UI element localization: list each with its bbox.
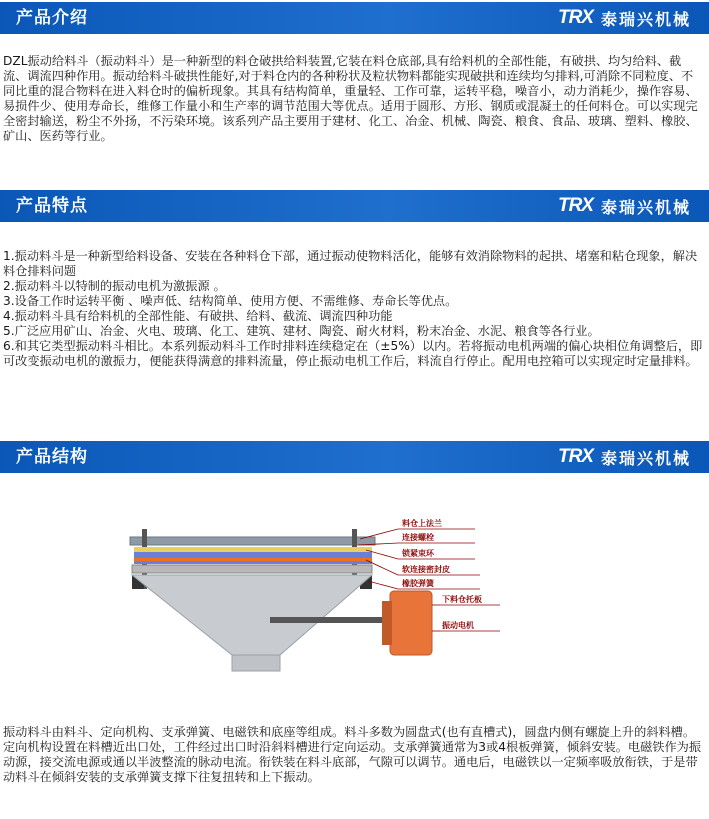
section-banner-structure bbox=[0, 441, 709, 473]
feature-item: 6.和其它类型振动料斗相比。本系列振动料斗工作时排料连续稳定在（±5%）以内。若将振动电机两端的偏心块相位角调整后，即可改变振动电机的激振力，便能获得满意的排料流量，停止振动电机工作后，料流自行停止。配用电控箱可以实现定时定量排料。 bbox=[3, 339, 703, 368]
brand-logo: TRX bbox=[557, 446, 593, 467]
section-title-intro: 产品介绍 bbox=[16, 8, 88, 28]
section-title-structure: 产品结构 bbox=[16, 447, 88, 467]
hopper-outlet bbox=[232, 655, 280, 671]
brand-logo: TRX bbox=[557, 7, 593, 28]
structure-diagram bbox=[120, 515, 540, 695]
feature-item: 2.振动料斗以特制的振动电机为激振源 。 bbox=[3, 279, 226, 293]
diagram-label: 振动电机 bbox=[442, 621, 474, 630]
clamp-ring bbox=[134, 547, 372, 552]
brand-name: 泰瑞兴机械 bbox=[600, 9, 691, 29]
section-banner-intro bbox=[0, 2, 709, 34]
brand-name: 泰瑞兴机械 bbox=[600, 197, 691, 217]
section-title-features: 产品特点 bbox=[16, 196, 88, 216]
feature-item: 1.振动料斗是一种新型给料设备、安装在各种料仓下部，通过振动使物料活化，能够有效消除物料的起拱、堵塞和粘仓现象，解决料仓排料问题 bbox=[3, 249, 698, 278]
feature-item: 5.广泛应用矿山、冶金、火电、玻璃、化工、建筑、建材、陶瓷、耐火材料，粉末冶金、水泥、粮食等各行业。 bbox=[3, 324, 600, 338]
diagram-label: 软连接密封皮 bbox=[402, 565, 450, 574]
diagram-label: 连接螺栓 bbox=[402, 533, 434, 542]
brand-name: 泰瑞兴机械 bbox=[600, 448, 691, 468]
structure-paragraph: 振动料斗由料斗、定向机构、支承弹簧、电磁铁和底座等组成。料斗多数为圆盘式(也有直槽式)，圆盘内侧有螺旋上升的斜料槽。定向机构设置在料槽近出口处，工件经过出口时沿斜料槽进行定向运动。支承弹簧通常为3或4根板弹簧，倾斜安装。电磁铁作为振动源，接交流电源或通以半波整流的脉动电流。衔铁装在料斗底部，气隙可以调节。通电后，电磁铁以一定频率吸放衔铁，于是带动料斗在倾斜安装的支承弹簧支撑下往复扭转和上下振动。 bbox=[3, 725, 702, 784]
section-banner-features bbox=[0, 190, 709, 222]
brand bbox=[558, 441, 691, 473]
diagram-label: 料仓上法兰 bbox=[402, 519, 442, 528]
motor-end bbox=[382, 601, 392, 645]
feature-item: 4.振动料斗具有给料机的全部性能、有破拱、给料、截流、调流四种功能 bbox=[3, 309, 393, 323]
diagram-label: 锁紧束环 bbox=[402, 549, 434, 558]
vibration-motor bbox=[390, 591, 432, 655]
hopper-cone bbox=[132, 575, 372, 655]
feature-item: 3.设备工作时运转平衡 、噪声低、结构简单、使用方便、不需维修、寿命长等优点。 bbox=[3, 294, 458, 308]
brand bbox=[558, 2, 691, 34]
upper-flange bbox=[130, 537, 375, 545]
feature-list bbox=[3, 249, 705, 369]
diagram-label: 下料仓托板 bbox=[442, 595, 482, 604]
motor-bracket bbox=[270, 617, 400, 623]
soft-seal-band bbox=[134, 558, 372, 561]
brand bbox=[558, 190, 691, 222]
lower-tray bbox=[132, 565, 372, 573]
brand-logo: TRX bbox=[557, 195, 593, 216]
intro-paragraph: DZL振动给料斗（振动料斗）是一种新型的料仓破拱给料装置,它装在料仓底部,具有给料机的全部性能，有破拱、均匀给料、截流、调流四种作用。振动给料斗破拱性能好,对于料仓内的各种粉状及粒状物料都能实现破拱和连续均匀排料,可消除不同粒度、不同比重的混合物料在进入料仓时的偏析现象。其具有结构简单，重量轻、工作可靠，运转平稳，噪音小，动力消耗少，操作容易、易损件少、使用寿命长，维修工作量小和生产率的调节范围大等优点。适用于圆形、方形、钢质或混凝土的任何料仓。可以实现完全密封输送，粉尘不外扬，不污染环境。该系列产品主要用于建材、化工、冶金、机械、陶瓷、粮食、食品、玻璃、塑料、橡胶、矿山、医药等行业。 bbox=[3, 54, 698, 143]
diagram-label: 橡胶弹簧 bbox=[402, 579, 434, 588]
